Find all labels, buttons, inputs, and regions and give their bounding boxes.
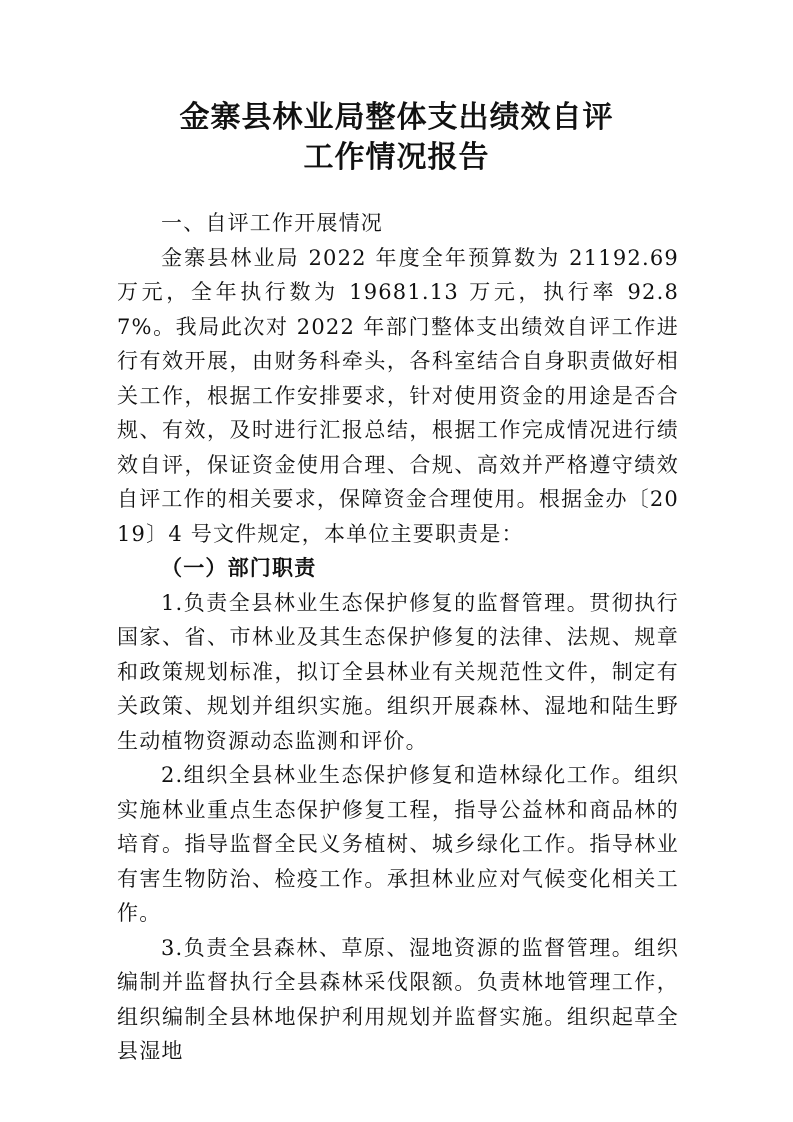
title-line-2: 工作情况报告 xyxy=(303,140,490,175)
section-paragraph: 金寨县林业局 2022 年度全年预算数为 21192.69 万元，全年执行数为 19681.13 万元，执行率 92.87%。我局此次对 2022 年部门整体支出绩效自评工作进行有效开展，由财务科牵头，各科室结合自身职责做好相关工作，根据工作安排要求，针对使用资金的用途是否合规、有效，及时进行汇报总结，根据工作完成情况进行绩效自评，保证资金使用合理、合规、高效并严格遵守绩效自评工作的相关要求，保障资金合理使用。根据金办〔2019〕4 号文件规定，本单位主要职责是： xyxy=(117,245,679,546)
section-heading: 一、自评工作开展情况 xyxy=(161,211,383,235)
title-line-1: 金寨县林业局整体支出绩效自评 xyxy=(179,100,614,135)
duty-paragraph-3: 3.负责全县森林、草原、湿地资源的监督管理。组织编制并监督执行全县森林采伐限额。负责林地管理工作，组织编制全县林地保护利用规划并监督实施。组织起草全县湿地 xyxy=(117,935,679,1063)
report-body xyxy=(117,206,679,1069)
subsection-heading: （一）部门职责 xyxy=(161,555,317,580)
report-title xyxy=(0,98,793,178)
duty-paragraph-2: 2.组织全县林业生态保护修复和造林绿化工作。组织实施林业重点生态保护修复工程，指导公益林和商品林的培育。指导监督全民义务植树、城乡绿化工作。指导林业有害生物防治、检疫工作。承担林业应对气候变化相关工作。 xyxy=(117,763,679,925)
duty-paragraph-1: 1.负责全县林业生态保护修复的监督管理。贯彻执行国家、省、市林业及其生态保护修复的法律、法规、规章和政策规划标准，拟订全县林业有关规范性文件，制定有关政策、规划并组织实施。组织开展森林、湿地和陆生野生动植物资源动态监测和评价。 xyxy=(117,590,679,753)
